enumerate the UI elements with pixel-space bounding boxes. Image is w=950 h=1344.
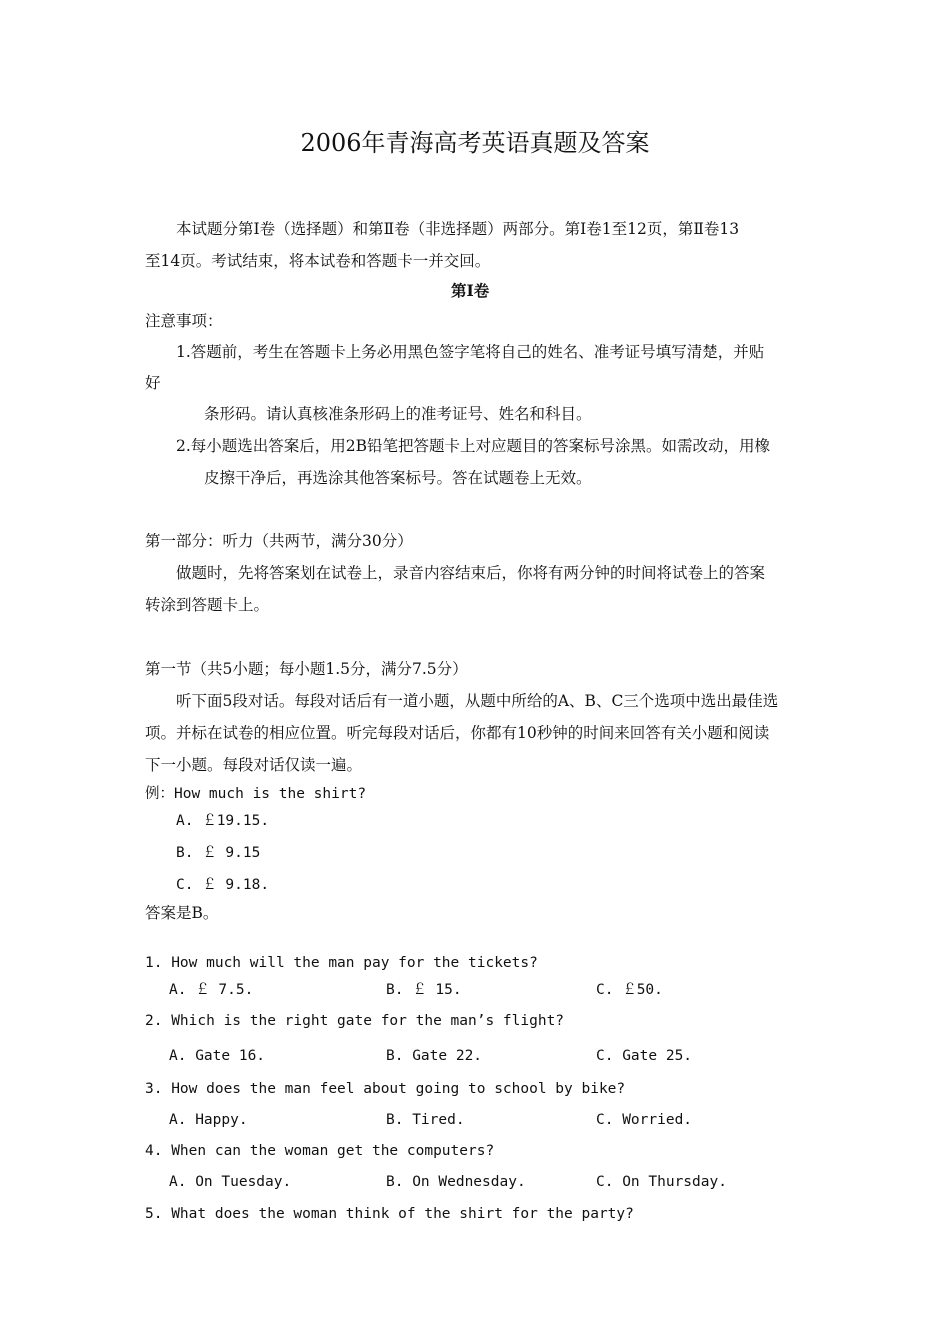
notes-heading: 注意事项： xyxy=(145,312,223,330)
question-1-option-c: C. ￡50. xyxy=(596,982,663,998)
question-1: 1. How much will the man pay for the tickets? xyxy=(145,955,538,971)
part1-heading: 第一部分：听力（共两节，满分30分） xyxy=(145,532,413,550)
section1-desc-line-2: 项。并标在试卷的相应位置。听完每段对话后，你都有10秒钟的时间来回答有关小题和阅读 xyxy=(145,724,770,742)
intro-line-2: 至14页。考试结束，将本试卷和答题卡一并交回。 xyxy=(145,252,491,270)
question-2-option-c: C. Gate 25. xyxy=(596,1048,693,1064)
question-1-option-a: A. ￡ 7.5. xyxy=(169,982,254,998)
part1-desc-line-1: 做题时，先将答案划在试卷上，录音内容结束后，你将有两分钟的时间将试卷上的答案 xyxy=(176,564,766,582)
question-3-option-c: C. Worried. xyxy=(596,1112,693,1128)
notes-item-1-line-2: 好 xyxy=(145,374,161,392)
example-option-c: C. ￡ 9.18. xyxy=(176,877,270,893)
question-3-option-a: A. Happy. xyxy=(169,1112,248,1128)
notes-item-2-line-1: 2.每小题选出答案后，用2B铅笔把答题卡上对应题目的答案标号涂黑。如需改动，用橡 xyxy=(176,437,771,455)
question-1-option-b: B. ￡ 15. xyxy=(386,982,462,998)
document-title: 2006年青海高考英语真题及答案 xyxy=(300,129,650,157)
notes-item-1-line-3: 条形码。请认真核准条形码上的准考证号、姓名和科目。 xyxy=(204,405,592,423)
notes-item-1-line-1: 1.答题前，考生在答题卡上务必用黑色签字笔将自己的姓名、准考证号填写清楚，并贴 xyxy=(176,343,765,361)
question-4: 4. When can the woman get the computers? xyxy=(145,1143,495,1159)
question-5: 5. What does the woman think of the shirt for the party? xyxy=(145,1206,634,1222)
question-3-option-b: B. Tired. xyxy=(386,1112,465,1128)
example-question: 例：How much is the shirt? xyxy=(145,786,367,802)
section1-desc-line-3: 下一小题。每段对话仅读一遍。 xyxy=(145,756,363,774)
question-4-option-b: B. On Wednesday. xyxy=(386,1174,526,1190)
question-2: 2. Which is the right gate for the man’s flight? xyxy=(145,1013,565,1029)
example-option-a: A. ￡19.15. xyxy=(176,813,270,829)
question-4-option-c: C. On Thursday. xyxy=(596,1174,727,1190)
example-option-b: B. ￡ 9.15 xyxy=(176,845,261,861)
question-2-option-b: B. Gate 22. xyxy=(386,1048,483,1064)
example-answer: 答案是B。 xyxy=(145,904,219,922)
question-3: 3. How does the man feel about going to school by bike? xyxy=(145,1081,626,1097)
question-4-option-a: A. On Tuesday. xyxy=(169,1174,292,1190)
notes-item-2-line-2: 皮擦干净后，再选涂其他答案标号。答在试题卷上无效。 xyxy=(204,469,592,487)
part1-desc-line-2: 转涂到答题卡上。 xyxy=(145,596,270,614)
volume-heading: 第Ⅰ卷 xyxy=(451,281,490,300)
intro-line-1: 本试题分第Ⅰ卷（选择题）和第Ⅱ卷（非选择题）两部分。第Ⅰ卷1至12页，第Ⅱ卷13 xyxy=(176,220,740,238)
question-2-option-a: A. Gate 16. xyxy=(169,1048,266,1064)
section1-desc-line-1: 听下面5段对话。每段对话后有一道小题，从题中所给的A、B、C三个选项中选出最佳选 xyxy=(176,692,779,710)
section1-heading: 第一节（共5小题；每小题1.5分，满分7.5分） xyxy=(145,660,468,678)
